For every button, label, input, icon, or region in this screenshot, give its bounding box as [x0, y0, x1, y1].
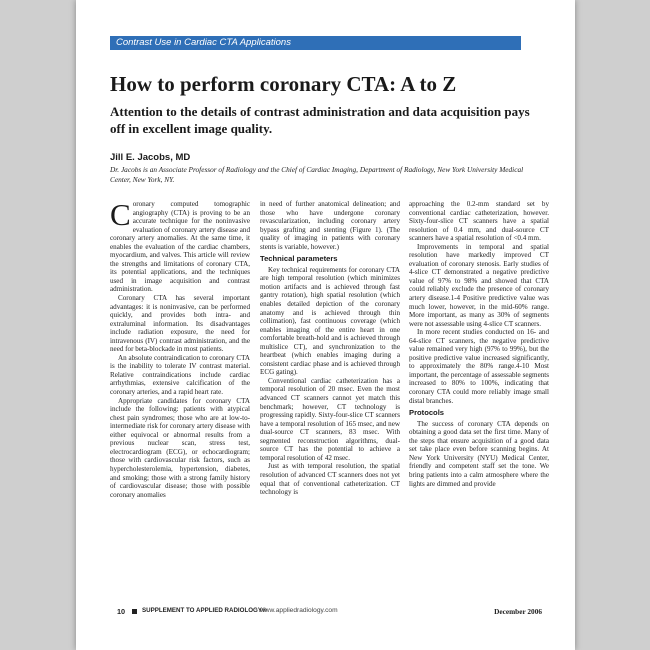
paragraph: in need of further anatomical delineation; and those who have undergone coronary revascularization, including coronary artery bypass grafting and stenting (Figure 1). (The quality of imaging in patients with coronary stents is variable, however.) [260, 200, 400, 251]
paragraph: Conventional cardiac catheterization has a temporal resolution of 20 msec. Even the most advanced CT scanners cannot yet match this benchmark; however, CT technology is progressing rapidly. Sixty-four-slice CT scanners have a temporal resolution of 165 msec, and new dual-source CT scanners, 83 msec. With segmented reconstruction algorithms, dual-source CT has the potential to achieve a temporal resolution of 42 msec. [260, 376, 400, 462]
article-subtitle: Attention to the details of contrast administration and data acquisition pays off in excellent image quality. [110, 104, 530, 136]
paragraph: In more recent studies conducted on 16- and 64-slice CT scanners, the negative predictive value remained very high (97% to 99%), but the positive predictive value increased significantly, to approximately the 80% range.4-10 Most important, the percentage of assessable segments increased to 80% to 100%, indicating that coronary CTA could more reliably image small distal branches. [409, 328, 549, 405]
publication-name: SUPPLEMENT TO APPLIED RADIOLOGY® [142, 607, 267, 614]
column-1 [110, 197, 250, 499]
footer-square-icon [132, 609, 137, 614]
section-heading: Protocols [409, 408, 445, 418]
journal-page [76, 0, 575, 650]
paragraph: Coronary CTA has several important advantages: it is noninvasive, can be performed quickly, and provides both intra- and extraluminal information. Its disadvantages include radiation exposure, the need for intravenous (IV) contrast administration, and the need for beta-blockade in most patients. [110, 294, 250, 354]
section-heading: Technical parameters [260, 254, 338, 264]
section-header-bar [110, 36, 521, 50]
author-affiliation: Dr. Jacobs is an Associate Professor of Radiology and the Chief of Cardiac Imaging, Department of Radiology, New York University Medical Center, New York, NY. [110, 165, 524, 184]
paragraph: The success of coronary CTA depends on obtaining a good data set the first time. Many of the steps that ensure acquisition of a good data set take place even before scanning begins. At New York University (NYU) Medical Center, friendly and competent staff set the tone. We bring patients into a calm atmosphere where the lights are dimmed and provide [409, 419, 549, 488]
publication-url[interactable]: www.appliedradiology.com [260, 607, 338, 614]
author-name: Jill E. Jacobs, MD [110, 152, 191, 163]
drop-cap: C [110, 197, 131, 232]
paragraph: approaching the 0.2-mm standard set by conventional cardiac catheterization, however. Sixty-four-slice CT scanners have a spatial resolution of 0.4 mm, and dual-source CT scanners have a spatial resolution of <0.4 mm. [409, 200, 549, 243]
section-header: Contrast Use in Cardiac CTA Applications [116, 37, 291, 48]
column-2 [260, 200, 400, 497]
paragraph: Appropriate candidates for coronary CTA include the following: patients with atypical chest pain syndromes; those who are at low-to-intermediate risk for coronary artery disease with either equivocal or abnormal results from a previous nuclear scan, stress test, electrocardiogram (ECG), or echocardiogram; those with cardiovascular risk factors, such as hypercholesterolemia, hypertension, diabetes, and smoking; those with a strong family history of cardiovascular disease; those with possible coronary anomalies [110, 396, 250, 499]
paragraph: Improvements in temporal and spatial resolution have markedly improved CT evaluation of coronary stenosis. Early studies of 4-slice CT demonstrated a negative predictive value of 97% to 98% and showed that CTA could reliably exclude the presence of coronary artery disease.1-4 Positive predictive value was much lower, however, in the mid-60% range. More important, as many as 30% of segments were not assessable using 4-slice CT scanners. [409, 242, 549, 328]
page-number: 10 [117, 607, 126, 616]
article-title: How to perform coronary CTA: A to Z [110, 72, 457, 96]
paragraph: An absolute contraindication to coronary CTA is the inability to tolerate IV contrast material. Relative contraindications include cardiac arrhythmias, extensive calcification of the coronary arteries, and a rapid heart rate. [110, 353, 250, 397]
paragraph: Just as with temporal resolution, the spatial resolution of advanced CT scanners does not yet equal that of conventional catheterization. CT technology is [260, 462, 400, 497]
column-3 [409, 200, 549, 488]
paragraph: Coronary computed tomographic angiography (CTA) is proving to be an accurate technique for the noninvasive evaluation of coronary artery disease and coronary artery anomalies. At the same time, it enables the evaluation of the cardiac chambers, myocardium, and valves. This article will review the strengths and limitations of coronary CTA, its potential applications, and the techniques used in image acquisition and contrast administration. [110, 197, 250, 294]
issue-date: December 2006 [494, 607, 542, 616]
paragraph: Key technical requirements for coronary CTA are high temporal resolution (which minimizes motion artifacts and is achieved through fast gantry rotation), high spatial resolution (which enables detailed depiction of the coronary anatomy and is achieved through thin collimation), fast continuous coverage (which enables imaging of the entire heart in one comfortable breath-hold and is achieved through multislice CT), and synchronization to the heartbeat (which enables imaging during a consistent cardiac phase and is achieved through ECG gating). [260, 265, 400, 377]
page-footer [110, 607, 542, 619]
